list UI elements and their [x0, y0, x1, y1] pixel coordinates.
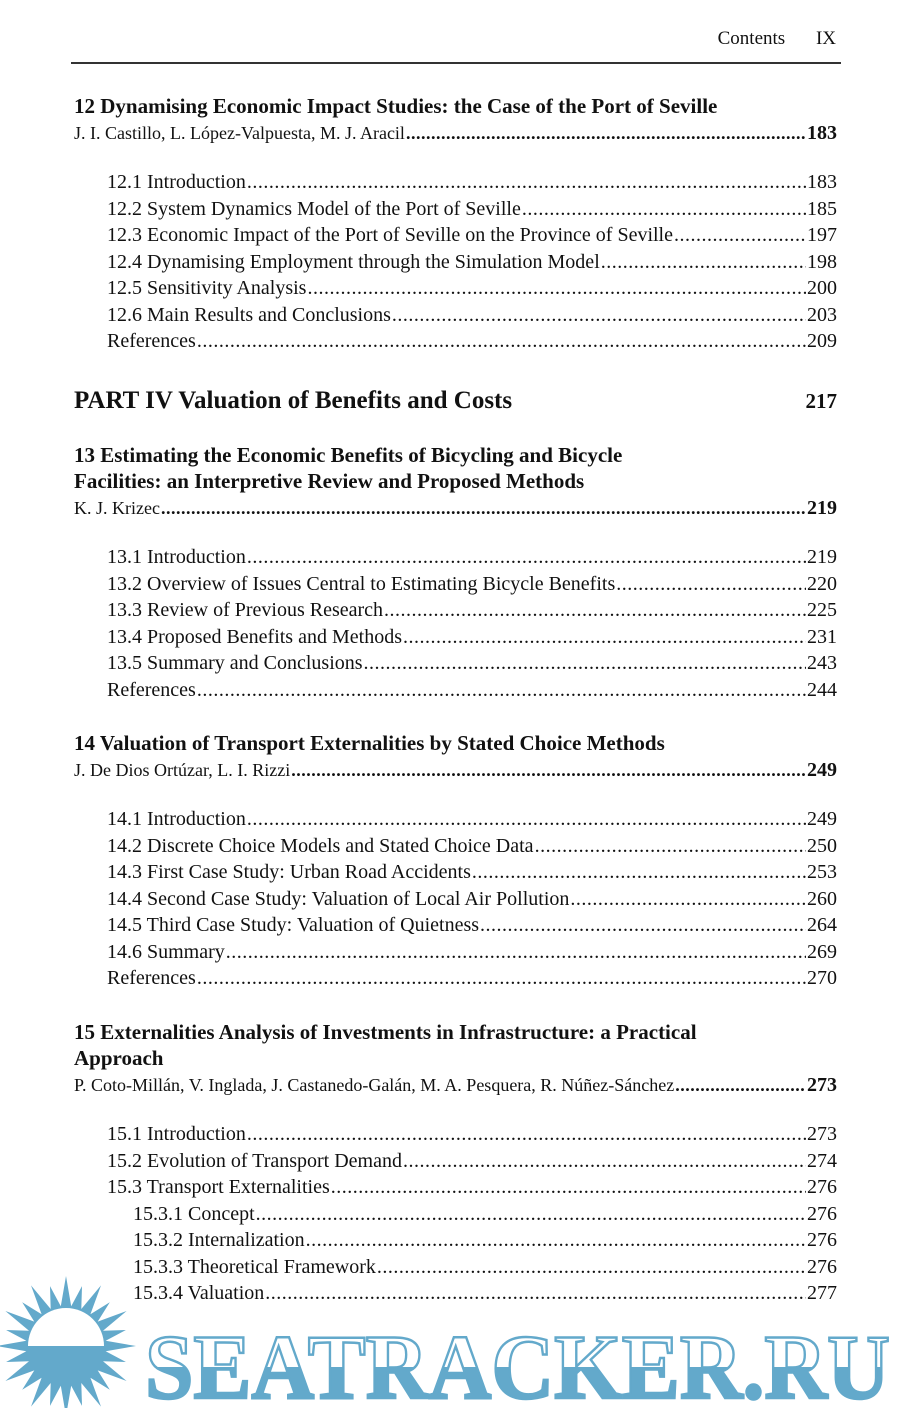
- chapter-entry: [74, 93, 837, 355]
- section-entry: [74, 1227, 837, 1254]
- section-entry-page: 273: [807, 1123, 837, 1145]
- dot-leader: [406, 120, 806, 147]
- section-entry-page: 243: [807, 652, 837, 674]
- section-entry-label: 14.5 Third Case Study: Valuation of Quietness: [107, 914, 480, 936]
- chapter-authors-page: 219: [807, 496, 837, 519]
- section-entry-page: 249: [807, 808, 837, 830]
- section-entry: [74, 1121, 837, 1148]
- dot-leader: [403, 624, 806, 651]
- section-entry-page: 200: [807, 277, 837, 299]
- dot-leader: [675, 1072, 806, 1099]
- section-entry-page: 219: [807, 546, 837, 568]
- section-entry-label: 15.3 Transport Externalities: [107, 1176, 330, 1198]
- section-entry-label: 15.1 Introduction: [107, 1123, 246, 1145]
- chapter-title: 13 Estimating the Economic Benefits of Bicycling and Bicycle: [74, 442, 623, 467]
- section-entry-page: 276: [807, 1202, 837, 1225]
- running-header: [718, 28, 836, 50]
- section-entry: [74, 859, 837, 886]
- dot-leader: [256, 1201, 806, 1228]
- section-entry-label: 12.3 Economic Impact of the Port of Seville on the Province of Seville: [107, 224, 673, 246]
- section-entry: [74, 275, 837, 302]
- section-entry-page: 183: [807, 171, 837, 193]
- dot-leader: [307, 275, 806, 302]
- section-entry-label: 14.1 Introduction: [107, 808, 246, 830]
- dot-leader: [522, 196, 806, 223]
- section-entry: [74, 302, 837, 329]
- chapter-authors: [74, 757, 837, 784]
- section-entry-label: 12.2 System Dynamics Model of the Port of Seville: [107, 197, 521, 220]
- part-heading: [74, 385, 837, 417]
- section-entry-label: 13.5 Summary and Conclusions: [107, 652, 363, 674]
- chapter-title: Approach: [74, 1046, 164, 1070]
- section-entry: [74, 222, 837, 249]
- chapter-authors-label: J. I. Castillo, L. López-Valpuesta, M. J. Aracil: [74, 122, 405, 143]
- dot-leader: [480, 912, 806, 939]
- section-entry-label: 12.4 Dynamising Employment through the Simulation Model: [107, 250, 600, 273]
- section-entry-page: 231: [807, 625, 837, 648]
- section-entry-label: 14.3 First Case Study: Urban Road Accidents: [107, 861, 471, 883]
- dot-leader: [161, 495, 806, 522]
- section-entry: [74, 965, 837, 992]
- section-entry-page: 260: [807, 887, 837, 910]
- section-list: [74, 169, 837, 355]
- section-entry-label: 13.3 Review of Previous Research: [107, 599, 384, 621]
- section-entry: [74, 912, 837, 939]
- section-entry-page: 274: [807, 1149, 837, 1172]
- section-entry: [74, 328, 837, 355]
- section-list: [74, 544, 837, 703]
- watermark-logo: [0, 1270, 906, 1408]
- part-page: 217: [805, 388, 837, 413]
- section-entry-page: 220: [807, 572, 837, 595]
- section-entry-label: 15.3.2 Internalization: [133, 1229, 305, 1251]
- chapter-authors-page: 273: [807, 1073, 837, 1096]
- chapter-authors-label: K. J. Krizec: [74, 497, 160, 518]
- section-entry-label: 14.6 Summary: [107, 940, 225, 963]
- section-entry: [74, 1174, 837, 1201]
- section-entry-page: 203: [807, 303, 837, 326]
- section-entry-label: 13.2 Overview of Issues Central to Estimating Bicycle Benefits: [107, 572, 616, 595]
- section-entry-label: 15.3.4 Valuation: [133, 1282, 265, 1304]
- section-entry: [74, 624, 837, 651]
- section-entry-page: 270: [807, 967, 837, 989]
- chapter-authors-page: 183: [807, 121, 837, 144]
- dot-leader: [331, 1174, 806, 1201]
- section-entry: [74, 806, 837, 833]
- dot-leader: [364, 650, 806, 677]
- dot-leader: [403, 1148, 806, 1175]
- section-entry: [74, 571, 837, 598]
- section-entry: [74, 597, 837, 624]
- chapter-authors: [74, 1072, 837, 1099]
- dot-leader: [570, 886, 806, 913]
- table-of-contents: [74, 93, 837, 1307]
- chapter-entry: [74, 730, 837, 992]
- dot-leader: [601, 249, 806, 276]
- dot-leader: [197, 677, 806, 704]
- section-entry-page: 225: [807, 599, 837, 621]
- section-entry-label: 15.2 Evolution of Transport Demand: [107, 1149, 402, 1172]
- section-entry: [74, 1148, 837, 1175]
- section-entry: [74, 886, 837, 913]
- section-entry-label: References: [107, 678, 196, 701]
- dot-leader: [247, 169, 806, 196]
- watermark-text: SEATRACKER.RU: [145, 1316, 890, 1408]
- chapter-entry: [74, 1019, 837, 1307]
- dot-leader: [674, 222, 806, 249]
- dot-leader: [535, 833, 806, 860]
- dot-leader: [306, 1227, 806, 1254]
- section-entry-page: 277: [807, 1282, 837, 1304]
- chapter-authors: [74, 120, 837, 147]
- section-entry-page: 276: [807, 1229, 837, 1251]
- dot-leader: [247, 1121, 806, 1148]
- section-entry-label: 13.4 Proposed Benefits and Methods: [107, 625, 402, 648]
- section-entry: [74, 833, 837, 860]
- section-entry-page: 197: [807, 224, 837, 246]
- section-entry: [74, 939, 837, 966]
- header-title: Contents: [717, 28, 786, 49]
- section-entry-page: 185: [807, 197, 837, 220]
- section-entry: [74, 1201, 837, 1228]
- dot-leader: [472, 859, 806, 886]
- dot-leader: [384, 597, 806, 624]
- section-entry-label: 12.1 Introduction: [107, 171, 246, 193]
- dot-leader: [616, 571, 806, 598]
- section-entry-label: 12.6 Main Results and Conclusions: [107, 303, 391, 326]
- section-entry-label: 12.5 Sensitivity Analysis: [107, 277, 307, 299]
- section-entry-label: 15.3.3 Theoretical Framework: [133, 1255, 376, 1278]
- chapter-authors-label: J. De Dios Ortúzar, L. I. Rizzi: [74, 759, 291, 780]
- section-entry: [74, 169, 837, 196]
- chapter-authors-page: 249: [807, 758, 837, 781]
- section-entry-page: 209: [807, 330, 837, 352]
- header-page-number: IX: [815, 28, 836, 49]
- section-entry-label: References: [107, 330, 196, 352]
- chapter-entry: [74, 442, 837, 704]
- section-entry-label: 13.1 Introduction: [107, 546, 246, 568]
- section-entry-page: 276: [807, 1176, 837, 1198]
- section-entry-page: 198: [807, 250, 837, 273]
- section-entry-page: 264: [807, 914, 837, 936]
- section-entry: [74, 544, 837, 571]
- dot-leader: [247, 544, 806, 571]
- sun-icon: [0, 1276, 136, 1408]
- section-entry: [74, 196, 837, 223]
- section-entry-label: 14.2 Discrete Choice Models and Stated Choice Data: [107, 834, 534, 857]
- section-entry-page: 250: [807, 834, 837, 857]
- dot-leader: [291, 757, 806, 784]
- section-entry-page: 253: [807, 861, 837, 883]
- section-entry-label: 14.4 Second Case Study: Valuation of Local Air Pollution: [107, 887, 570, 910]
- section-list: [74, 806, 837, 992]
- section-entry-page: 269: [807, 940, 837, 963]
- chapter-title: 12 Dynamising Economic Impact Studies: the Case of the Port of Seville: [74, 94, 718, 118]
- section-entry-label: 15.3.1 Concept: [133, 1202, 255, 1225]
- dot-leader: [247, 806, 806, 833]
- dot-leader: [226, 939, 806, 966]
- chapter-authors: [74, 495, 837, 522]
- chapter-title: 15 Externalities Analysis of Investments in Infrastructure: a Practical: [74, 1019, 697, 1044]
- header-rule: [71, 62, 841, 64]
- chapter-authors-label: P. Coto-Millán, V. Inglada, J. Castanedo-Galán, M. A. Pesquera, R. Núñez-Sánchez: [74, 1074, 675, 1095]
- dot-leader: [197, 328, 806, 355]
- chapter-title: 14 Valuation of Transport Externalities by Stated Choice Methods: [74, 731, 665, 755]
- section-entry-page: 276: [807, 1255, 837, 1278]
- section-entry-label: References: [107, 967, 196, 989]
- section-entry: [74, 677, 837, 704]
- section-entry-page: 244: [807, 678, 837, 701]
- section-entry: [74, 249, 837, 276]
- section-entry: [74, 650, 837, 677]
- part-title: PART IV Valuation of Benefits and Costs: [74, 386, 513, 414]
- dot-leader: [197, 965, 806, 992]
- chapter-title: Facilities: an Interpretive Review and Proposed Methods: [74, 469, 585, 493]
- dot-leader: [392, 302, 806, 329]
